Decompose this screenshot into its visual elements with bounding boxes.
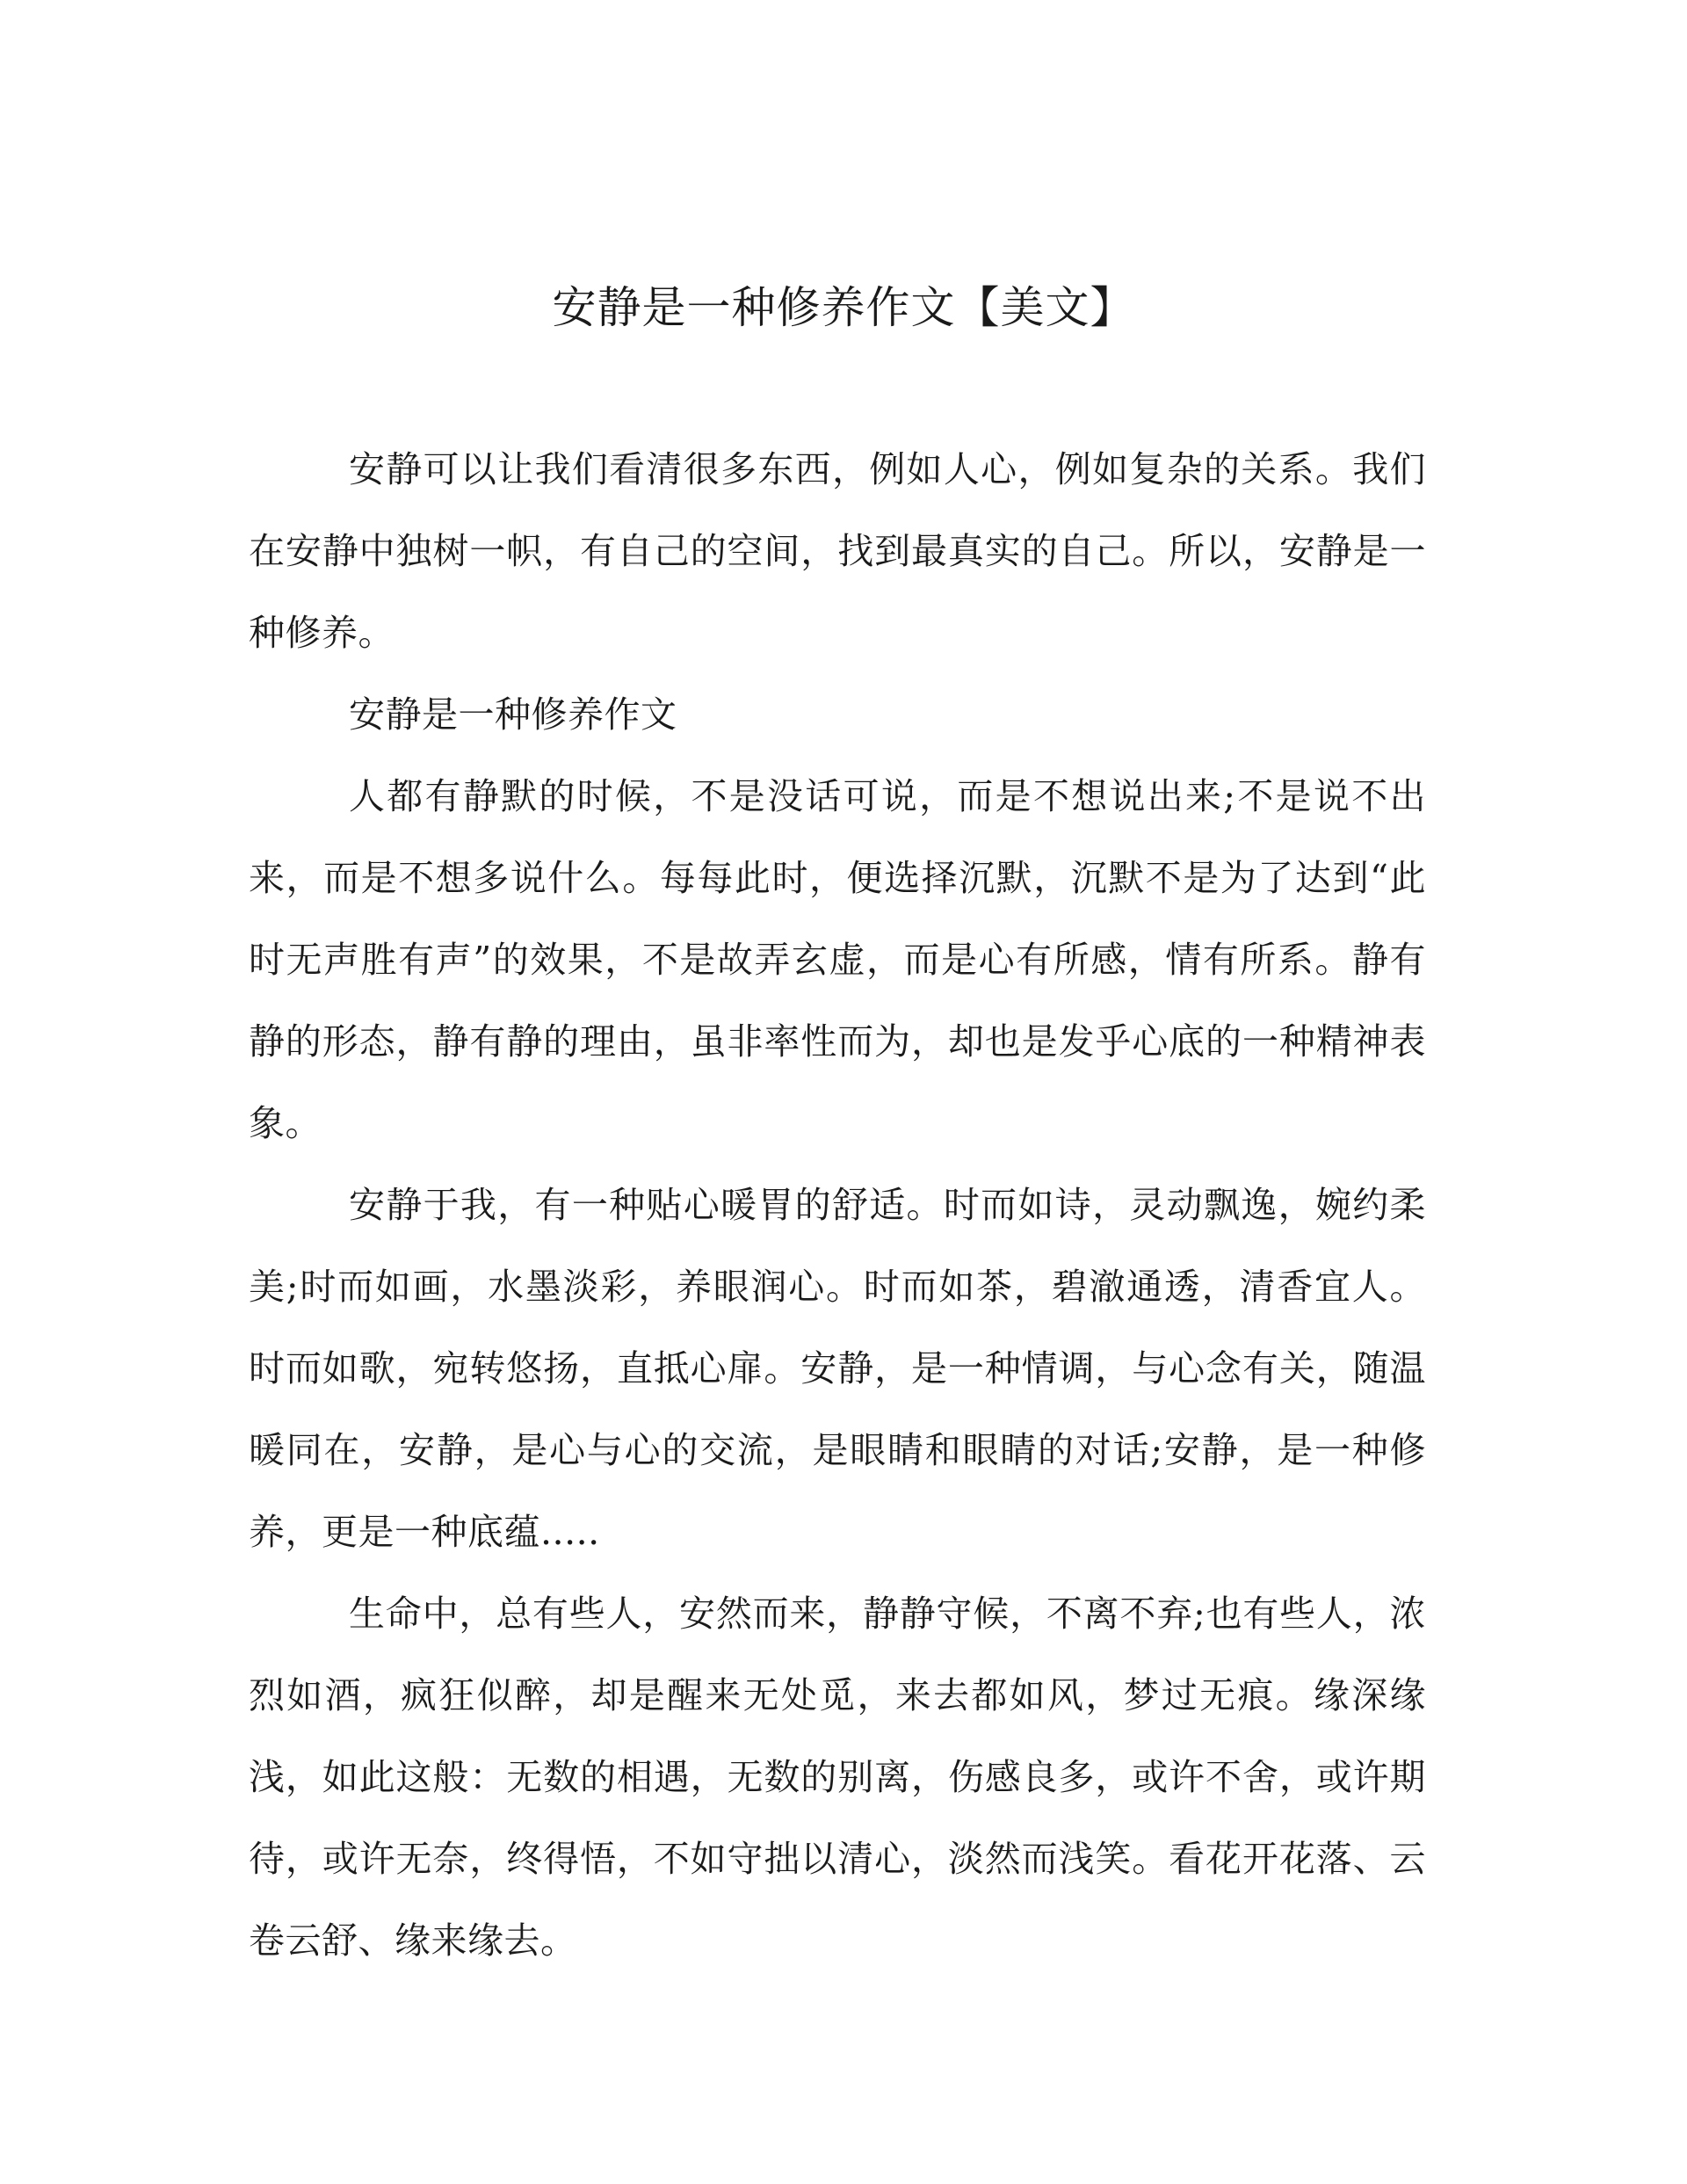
paragraph-subtitle: 安静是一种修养作文 [349, 693, 677, 736]
paragraph-life: 生命中，总有些人，安然而来，静静守候，不离不弃;也有些人，浓烈如酒，疯狂似醉，却是醒来无处觅，来去都如风，梦过无痕。缘深缘浅，如此这般：无数的相遇，无数的别离，伤感良多，或许不舍，或许期待，或许无奈，终得悟，不如守拙以清心，淡然而浅笑。看花开花落、云卷云舒、缘来缘去。 [249, 1593, 1426, 1962]
document-body [249, 429, 1426, 1982]
paragraph-intro: 安静可以让我们看清很多东西，例如人心，例如复杂的关系。我们在安静中独树一帜，有自己的空间，找到最真实的自己。所以，安静是一种修养。 [249, 448, 1426, 654]
paragraph-quiet-comfort: 安静于我，有一种贴心暖胃的舒适。时而如诗，灵动飘逸，婉约柔美;时而如画，水墨淡彩，养眼润心。时而如茶，碧澈通透，清香宜人。时而如歌，宛转悠扬，直抵心扉。安静，是一种情调，与心念有关，随温暖同在，安静，是心与心的交流，是眼睛和眼睛的对话;安静，是一种修养，更是一种底蕴..... [249, 1184, 1426, 1553]
document-title: 安静是一种修养作文【美文】 [552, 282, 1135, 333]
paragraph-silence: 人都有静默的时候，不是没话可说，而是不想说出来;不是说不出来，而是不想多说什么。每每此时，便选择沉默，沉默不是为了达到“此时无声胜有声”的效果，不是故弄玄虚，而是心有所感，情有所系。静有静的形态，静有静的理由，虽非率性而为，却也是发乎心底的一种精神表象。 [249, 775, 1426, 1144]
